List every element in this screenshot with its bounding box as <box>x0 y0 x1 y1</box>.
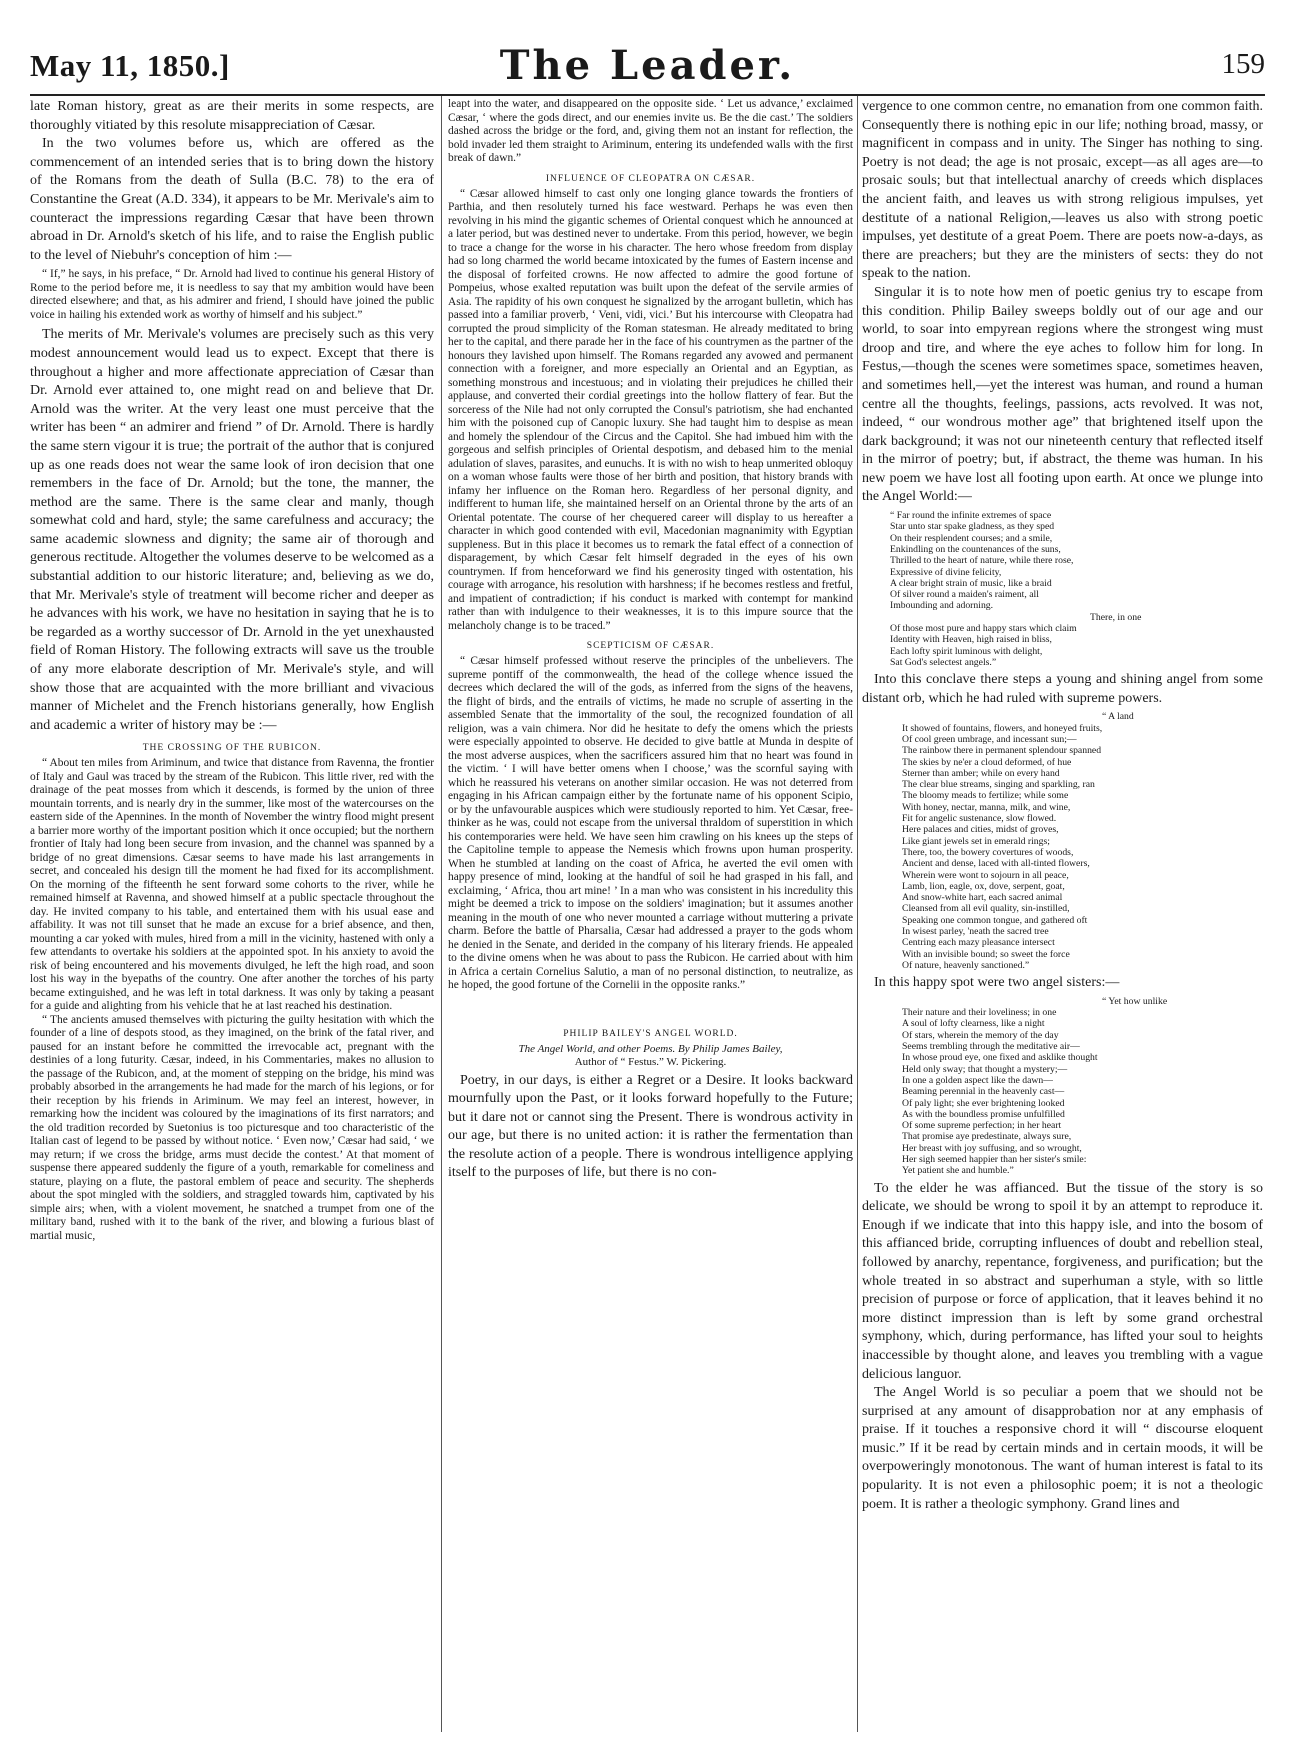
verse-line: On their resplendent courses; and a smile, <box>890 532 1053 544</box>
verse-line: “ Yet how unlike <box>1102 995 1168 1007</box>
paragraph: vergence to one common centre, no emanation from one common faith. Consequently there is nothing epic in our life; nothing broad, massy, or magnificent in compass and in unity. The Singer has nothing to sing. Poetry is not dead; the age is not prosaic, except—as all ages are—to prosaic souls; but that intellectual anarchy of creeds which displaces the ancient faith, and leaves us with strong religious impulses, yet destitute of a national Religion,—leaves us also with strong poetic impulses, yet destitute of a great Poem. There are poets now-a-days, as there are preachers; but they are the ministers of sects: they do not speak to the nation. <box>862 99 1263 282</box>
verse-line: “ Far round the infinite extremes of space <box>890 510 1052 522</box>
block-quote: “ If,” he says, in his preface, “ Dr. Arnold had lived to continue his general History of Rome to the period before me, it is needless to say that my ambition would have been directed elsewhere; and that, as his admirer and friend, I should have joined the public voice in hailing his extended work as worthy of himself and his subject.” <box>30 268 434 321</box>
verse-line: A clear bright strain of music, like a braid <box>890 577 1052 589</box>
citation-line: Author of “ Festus.” W. Pickering. <box>574 1055 727 1068</box>
verse-line: Identity with Heaven, high raised in bliss, <box>890 634 1052 646</box>
block-quote: “ The ancients amused themselves with picturing the guilty hesitation with which the founder of a line of despots stood, as they imagined, on the brink of the fatal river, and paused for an instant before he committed the irrevocable act, pregnant with the destinies of a long futurity. Cæsar, indeed, in his Commentaries, makes no allusion to the passage of the Rubicon, and, at the moment of stepping on the bridge, his mind was probably absorbed in the arrangements he had made for the march of his legions, or for their reception by his friends in Ariminum. We may feel an interest, however, in remarking how the incident was coloured by the imaginations of its first narrators; and the old tradition recorded by Suetonius is too picturesque and too characteristic of the Italian cast of legend to be passed by without notice. ‘ Even now,’ Cæsar had said, ‘ we may return; if we cross the bridge, arms must decide the contest.’ At that moment of suspense there appeared suddenly the figure of a youth, remarkable for comeliness and stature, playing on a flute, the pastoral emblem of peace and security. The shepherds about the spot mingled with the soldiers, and straggled towards him, captivated by his simple airs; when, with a violent movement, he snatched a trumpet from one of the military band, rushed with it to the bank of the river, and blowing a furious blast of martial music, <box>30 1013 434 1242</box>
paragraph: The merits of Mr. Merivale's volumes are precisely such as this very modest announcement would lead us to expect. Except that there is throughout a higher and more affectionate appreciation of Cæsar than Dr. Arnold ever attained to, one might read on and believe that Dr. Arnold was the writer. At the very least one must perceive that the writer has been “ an admirer and friend ” of Dr. Arnold. There is hardly the same stern vigour it is true; the portrait of the author that is conjured up as one reads does not wear the same look of iron decision that one remembers in the face of Dr. Arnold; but the tone, the manner, the method are the same. There is the same clear and manly, though somewhat cold and hard, style; the same carefulness and accuracy; the same academic slowness and dignity; the same air of thorough and generous rectitude. Altogether the volumes deserve to be welcomed as a substantial addition to our historic literature; and, believing as we do, that Mr. Merivale's style of treatment will become richer and deeper as he advances with his work, we have no hesitation in saying that he is to be regarded as a worthy successor of Dr. Arnold in the yet unexhausted field of Roman History. The following extracts will save us the trouble of any more elaborate description of Mr. Merivale's style, and will show those that are acquainted with the more brilliant and vivacious manner of Michelet and the French historians generally, how English and academic a writer of history may be :— <box>30 327 434 733</box>
verse-block <box>862 510 1263 668</box>
verse-line: Ancient and dense, laced with all-tinted flowers, <box>902 858 1090 870</box>
verse-line: There, too, the bowery covertures of woods, <box>902 846 1074 858</box>
book-citation <box>448 1043 853 1069</box>
citation-line: The Angel World, and other Poems. By Philip James Bailey, <box>518 1042 783 1055</box>
verse-line: Of silver round a maiden's raiment, all <box>890 589 1039 601</box>
masthead <box>30 44 1265 94</box>
verse-line: It showed of fountains, flowers, and honeyed fruits, <box>902 722 1103 734</box>
column-2 <box>448 98 853 1730</box>
verse-line: The clear blue streams, singing and sparkling, ran <box>902 779 1095 791</box>
verse-line: With an invisible bound; so sweet the force <box>902 948 1070 960</box>
verse-line: Seems trembling through the meditative air— <box>902 1041 1080 1053</box>
paragraph: In this happy spot were two angel sisters:— <box>874 975 1120 991</box>
verse-line: Of some supreme perfection; in her heart <box>902 1120 1062 1132</box>
spacer <box>448 993 853 1021</box>
verse-line: “ A land <box>1102 711 1134 723</box>
verse-line: Cleansed from all evil quality, sin-instilled, <box>902 903 1070 915</box>
paragraph: Into this conclave there steps a young and shining angel from some distant orb, which he had ruled with supreme powers. <box>862 672 1263 706</box>
block-quote: “ About ten miles from Ariminum, and twice that distance from Ravenna, the frontier of Italy and Gaul was traced by the stream of the Rubicon. This little river, red with the drainage of the peat mosses from which it descends, is formed by the union of three mountain torrents, and is nearly dry in the summer, like most of the watercourses on the eastern side of the Apennines. In the month of November the wintry flood might present a barrier more worthy of the important position which it once occupied; but the northern frontier of Italy had long been secure from invasion, and the channel was spanned by a bridge of no great dimensions. Cæsar seems to have made his last arrangements in secret, and concealed his design till the moment he had fixed for its accomplishment. On the morning of the fifteenth he sent forward some cohorts to the river, while he remained himself at Ravenna, and showed himself at a public spectacle throughout the day. He invited company to his table, and entertained them with his usual ease and affability. It was not till sunset that he made an excuse for a brief absence, and then, mounting a car yoked with mules, hired from a mill in the vicinity, hastened with only a few attendants to overtake his soldiers at the appointed spot. In his anxiety to avoid the risk of being encountered and his movements divulged, he left the high road, and soon lost his way in the byepaths of the country. One after another the torches of his party became extinguished, and he was left in total darkness. It was only by taking a peasant for a guide and alighting from his vehicle that he at last reached his destination. <box>30 757 434 1013</box>
verse-line: Enkindling on the countenances of the suns, <box>890 543 1061 555</box>
block-quote: “ Cæsar allowed himself to cast only one longing glance towards the frontiers of Parthia, and then resolutely turned his face westward. Perhaps he was even then revolving in his mind the gigantic schemes of Oriental conquest which he announced at a later period, but was destined never to undertake. From this period, however, we begin to trace a change for the worse in his character. The hero whose freedom from display had so long charmed the world became intoxicated by the fumes of Eastern incense and the disposal of forfeited crowns. He now affected to admire the good fortune of Pompeius, whose exalted reputation was built upon the defeat of the servile armies of Asia. The rapidity of his own conquest he signalized by the arrogant bulletin, which has passed into a familiar proverb, ‘ Veni, vidi, vici.’ But his intercourse with Cleopatra had corrupted the proud simplicity of the Roman statesman. He already meditated to bring her to the capital, and there parade her in the face of his countrymen as the partner of the honours they lavished upon himself. The Romans regarded any avowed and permanent connection with a foreigner, and more especially an Oriental and an Egyptian, as something monstrous and incestuous; and in violating their prejudices he chilled their applause, and converted their cordial greetings into the hollow flattery of fear. But the sorceress of the Nile had not only corrupted the Consul's patriotism, she had enchanted him with the poisoned cup of Canopic luxury. She had taught him to despise as mean and homely the splendour of the Circus and the Capitol. She had imbued him with the gorgeous and selfish principles of Oriental despotism, and debased him to the menial adulation of slaves, parasites, and eunuchs. It is with no wish to heap unmerited obloquy on a woman whose faults were those of her birth and position, that history brands with infamy her influence on the Roman hero. Regardless of her personal dignity, and indifferent to human life, she maintained herself on an Oriental throne by the arts of an Oriental potentate. The course of her chequered career will display to us hereafter a character in which good contended with evil, Macedonian magnanimity with Egyptian suppleness. But in this place it becomes us to remark the fatal effect of a connection of disparagement, by which Cæsar felt himself degraded in the eyes of his own countrymen. If from henceforward we find his generosity tinged with ostentation, his courage with arrogance, his resolution with harshness; if he becomes restless and fretful, and impatient of contradiction; if his conduct is marked with contempt for mankind rather than with indulgence to their weaknesses, it is to this impure source that the melancholy change is to be traced.” <box>448 187 853 632</box>
verse-line: With honey, nectar, manna, milk, and wine, <box>902 801 1071 813</box>
verse-line: Sat God's selectest angels.” <box>890 656 997 668</box>
verse-line: Lamb, lion, eagle, ox, dove, serpent, goat, <box>902 880 1065 892</box>
verse-line: In wisest parley, 'neath the sacred tree <box>902 926 1049 938</box>
verse-line: Sterner than amber; while on every hand <box>902 767 1060 779</box>
verse-line: Like giant jewels set in emerald rings; <box>902 835 1050 847</box>
verse-line: Imbounding and adorning. <box>890 600 994 612</box>
verse-line: Each lofty spirit luminous with delight, <box>890 645 1043 657</box>
verse-line: Wherein were wont to sojourn in all peace, <box>902 869 1069 881</box>
verse-line: Here palaces and cities, midst of groves, <box>902 824 1059 836</box>
verse-line: Of cool green umbrage, and incessant sun;— <box>902 734 1077 745</box>
paragraph: To the elder he was affianced. But the tissue of the story is so delicate, we should be wrong to spoil it by an attempt to reproduce it. Enough if we indicate that into this happy isle, and into the bosom of this affianced bride, corrupting influences of doubt and rebellion steal, followed by anarchy, repentance, forgiveness, and purification; but the whole treated in so abstract and superhuman a style, with so little precision of purpose or force of application, that it leaves behind it no more distinct impression than is left by some grand orchestral symphony, which, during performance, has lifted your soul to heights inaccessible by thought alone, and leaves you trembling with a vague delicious languor. <box>862 1180 1263 1382</box>
verse-line: And snow-white hart, each sacred animal <box>902 892 1063 904</box>
verse-line: Their nature and their loveliness; in one <box>902 1007 1057 1019</box>
newspaper-title: The Leader. <box>499 42 796 89</box>
verse-line: Expressive of divine felicity, <box>890 566 1002 578</box>
paragraph: Singular it is to note how men of poetic genius try to escape from this condition. Philip Bailey sweeps boldly out of our age and our world, to soar into empyrean regions where the strongest wing must droop and tire, and where the eye aches to follow him for long. In Festus,—though the scenes were sometimes space, sometimes heaven, and sometimes hell,—yet the interest was human, and round a human centre all the thoughts, feelings, passions, acts revolved. It was not, indeed, “ our wondrous mother age” that brightened itself upon the dark background; it was not our nineteenth century that reflected itself in the mirror of poetry; but, if abstract, the theme was human. In his new poem we have lost all footing upon earth. At once we plunge into the Angel World:— <box>862 284 1263 505</box>
verse-line: Fit for angelic sustenance, slow flowed. <box>902 813 1057 825</box>
verse-line: Of paly light; she ever brightening looked <box>902 1097 1065 1109</box>
verse-line: Of stars, wherein the memory of the day <box>902 1029 1059 1041</box>
column-divider <box>857 96 858 1732</box>
verse-line: The bloomy meads to fertilize; while some <box>902 790 1069 802</box>
verse-line: That promise aye predestinate, always sure, <box>902 1131 1072 1143</box>
verse-line: Her breast with joy suffusing, and so wrought, <box>902 1142 1082 1154</box>
verse-line: Beaming perennial in the heavenly cast— <box>902 1086 1065 1098</box>
verse-line: The rainbow there in permanent splendour spanned <box>902 745 1102 757</box>
verse-line: In one a golden aspect like the dawn— <box>902 1074 1053 1086</box>
verse-line: The skies by ne'er a cloud deformed, of hue <box>902 756 1072 768</box>
verse-line: As with the boundless promise unfulfilled <box>902 1108 1065 1120</box>
verse-line: Speaking one common tongue, and gathered oft <box>902 914 1088 926</box>
block-quote: leapt into the water, and disappeared on the opposite side. ‘ Let us advance,’ exclaimed Cæsar, ‘ where the gods direct, and our enemies invite us. Be the die cast.’ The soldiers dashed across the bridge or the ford, and, giving them not an instant for reflection, the bold invader led them straight to Ariminum, entering its undefended walls with the first break of dawn.” <box>448 98 853 164</box>
paragraph: In the two volumes before us, which are offered as the commencement of an intended series that is to bring down the history of the Romans from the death of Sulla (B.C. 78) to the era of Constantine the Great (A.D. 334), it appears to be Mr. Merivale's aim to counteract the impressions regarding Cæsar that have been thrown abroad in Dr. Arnold's sketch of his life, and to raise the English public to the level of Niebuhr's conception of him :— <box>30 136 434 263</box>
verse-line: Her sigh seemed happier than her sister's smile: <box>902 1153 1087 1165</box>
verse-line: Yet patient she and humble.” <box>902 1165 1014 1177</box>
verse-line: Held only sway; that thought a mystery;— <box>902 1063 1068 1075</box>
section-heading: SCEPTICISM OF CÆSAR. <box>586 641 715 651</box>
issue-date: May 11, 1850.] <box>30 48 230 83</box>
verse-line: Centring each mazy pleasance intersect <box>902 937 1055 949</box>
block-quote: “ Cæsar himself professed without reserve the principles of the unbelievers. The supreme pontiff of the commonwealth, the head of the college whence issued the decrees which declared the will of the gods, as inferred from the signs of the heavens, the flight of birds, and the entrails of victims, he made no scruple of asserting in the assembled Senate that the immortality of the soul, the recognized foundation of all religion, was a vain chimera. Nor did he hesitate to defy the omens which the priests were especially appointed to observe. He decided to give battle at Munda in despite of the most adverse auspices, when the sacrificers assured him that no heart was found in the victim. ‘ I will have better omens when I choose,’ was the scornful saying with which he reassured his veterans on another similar occasion. He was not deterred from engaging in his African campaign either by the fortunate name of his opponent Scipio, or by the unfavourable auspices which were studiously reported to him. Yet Cæsar, free-thinker as he was, could not escape from the universal thraldom of superstition in which his contemporaries were held. We have seen him crawling on his knees up the steps of the Capitoline temple to appease the Nemesis which frowns upon human prosperity. When he stumbled at landing on the coast of Africa, he averted the evil omen with happy presence of mind, looking at the handful of soil he had grasped in his fall, and exclaiming, ‘ Africa, thou art mine! ’ In a man who was consistent in his incredulity this might be deemed a trick to impose on the soldiers' imagination; but it assumes another meaning in the mouth of one who never mounted a carriage without muttering a private charm. Before the battle of Pharsalia, Cæsar had addressed a prayer to the gods whom he denied in the Senate, and derided in the company of his literary friends. He appealed to the divine omens when he was about to pass the Rubicon. He carried about with him in Africa a certain Cornelius Salutio, a man of no personal distinction, to neutralize, as he hoped, the good fortune of the Cornelii in the opposite ranks.” <box>448 655 853 991</box>
header-rule <box>30 94 1265 96</box>
paragraph: late Roman history, great as are their merits in some respects, are thoroughly vitiated by this resolute misappreciation of Cæsar. <box>30 99 434 133</box>
review-heading: PHILIP BAILEY'S ANGEL WORLD. <box>563 1028 738 1039</box>
column-divider <box>441 96 442 1732</box>
column-3 <box>862 98 1263 1730</box>
verse-line: Of those most pure and happy stars which claim <box>890 623 1077 635</box>
verse-line: Thrilled to the heart of nature, while there rose, <box>890 555 1074 567</box>
verse-line: Of nature, heavenly sanctioned.” <box>902 959 1030 971</box>
page-number: 159 <box>1221 48 1265 80</box>
paragraph: The Angel World is so peculiar a poem that we should not be surprised at any amount of disapprobation nor at any emphasis of praise. If it touches a responsive chord it will “ discourse eloquent music.” If it be read by certain minds and in certain moods, it will be overpoweringly monotonous. The want of human interest is fatal to its popularity. It is not even a philosophic poem; it is not a theologic poem. It is rather a theologic symphony. Grand lines and <box>862 1385 1263 1512</box>
verse-line: A soul of lofty clearness, like a night <box>902 1018 1045 1030</box>
verse-line: In whose proud eye, one fixed and asklike thought <box>902 1052 1098 1064</box>
section-heading: THE CROSSING OF THE RUBICON. <box>142 743 322 754</box>
verse-block <box>862 996 1263 1177</box>
paragraph: Poetry, in our days, is either a Regret or a Desire. It looks backward mournfully upon the Past, or it looks forward hopefully to the Future; but it dare not or cannot sing the Present. There is wondrous activity in our age, but there is no united action: it is rather the fermentation than the resolute action of a people. There is wondrous intelligence applying itself to the purposes of life, but there is no con- <box>448 1072 853 1181</box>
verse-line: Star unto star spake gladness, as they sped <box>890 521 1055 533</box>
column-1 <box>30 98 434 1730</box>
verse-block <box>862 711 1263 971</box>
section-heading: INFLUENCE OF CLEOPATRA ON CÆSAR. <box>545 173 756 184</box>
verse-line: There, in one <box>1090 611 1142 623</box>
